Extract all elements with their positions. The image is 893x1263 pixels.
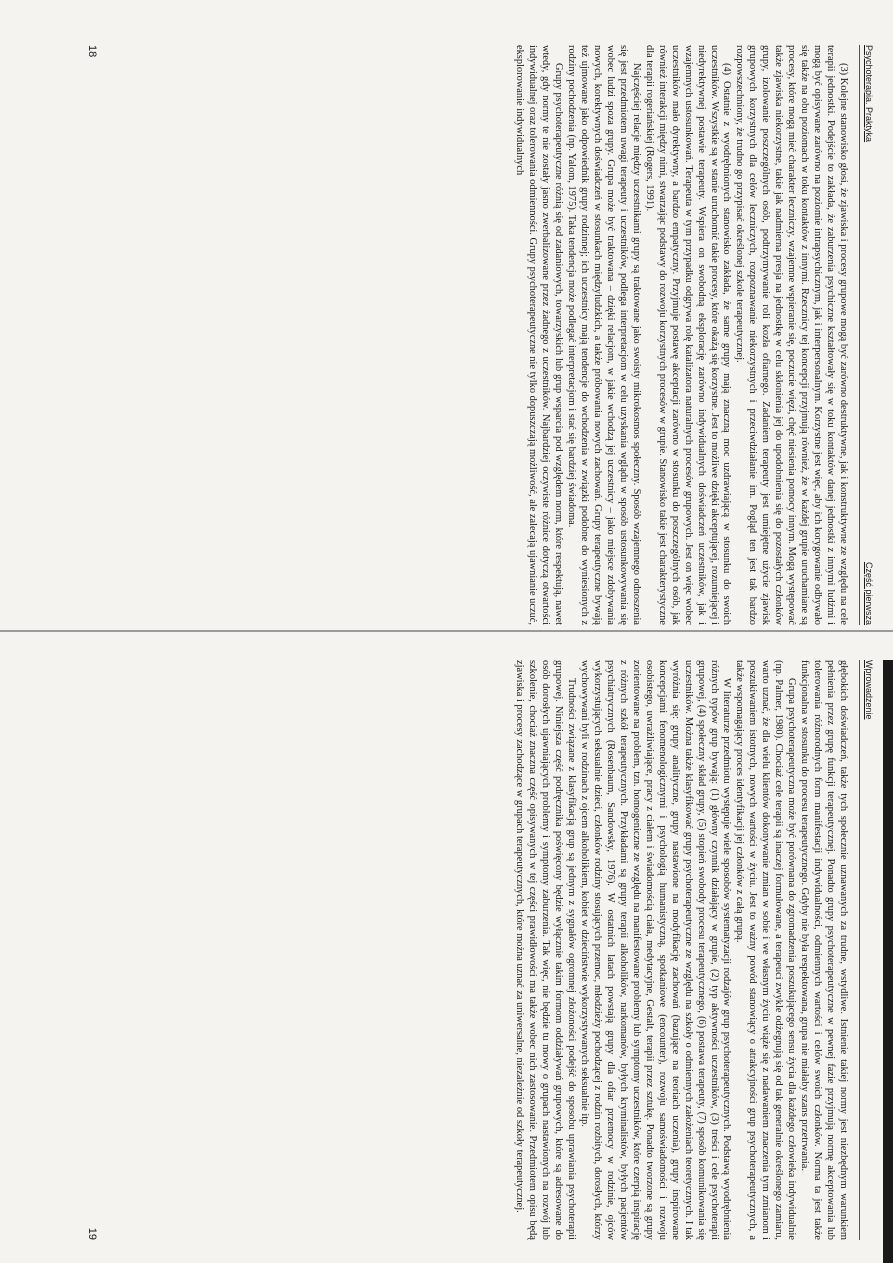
scan-edge	[883, 660, 893, 1263]
paragraph: W literaturze przedmiotu występuje wiele sposobów systematyzacji rodzajów grup psychoterapeutycznych. Podstawą wyodrębnienia różnych typów grup bywają: (1) główny czynnik działający w grupie, (2) typ aktywności uczestników, (3) treści i cele psychoterapii grupowej, (4) społeczny skład grupy, (5) stopień swobody procesu terapeutycznego, (6) postawa terapeuty, (7) sposób komunikowania się uczestników. Można także klasyfikować grupy psychoterapeutyczne ze względu na szkoły o odmiennych założeniach teoretycznych. I tak wyróżnia się: grupy analityczne, grupy nastawione na modyfikację zachowań (bazujące na teoriach uczenia), grupy inspirowane koncepcjami fenomenologicznymi i psychologią humanistyczną, spotkaniowe (encounter), rozwoju samoświadomości i rozwoju osobistego, uwrażliwiające, pracy z ciałem i świadomością ciała, medytacyjne, Gestalt, terapii przez sztukę. Ponadto tworzone są grupy zorientowane na problem, tzn. homogeniczne ze względu na manifestowane problemy lub symptomy uczestników, które czerpią inspirację z różnych szkół terapeutycznych. Przykładami są grupy terapii alkoholików, narkomanów, byłych kryminalistów, byłych pacjentów psychiatrycznych (Rosenbaum, Sandowsky, 1976). W ostatnich latach powstają grupy dla ofiar przemocy w rodzinie, ojców wykorzystujących seksualnie dzieci, członków rodziny stosujących przemoc, młodzieży pochodzącej z rodzin rozbitych, dorosłych, którzy wychowywani byli w rodzinach z ojcem alkoholikiem, kobiet w dzieciństwie wykorzystywanych seksualnie itp.	[578, 660, 733, 1240]
page-header	[859, 660, 875, 1240]
page-header	[859, 45, 875, 625]
page-18	[85, 45, 875, 625]
page-19	[85, 660, 875, 1240]
paragraph: Grupa psychoterapeutyczna może być porównana do zgromadzenia poszukującego sensu życia dla każdego człowieka indywidualnie (np. Palmer, 1980). Chociaż cele terapii są inaczej formułowane, a terapeuci zwykle odżegnują się od tak generalnie określonego zamiaru, warto uznać, że dla wielu klientów dokonywanie zmian w sobie i we własnym życiu wiąże się z nadawaniem znaczenia tym zmianom i poszukiwaniem istotnych, nowych wartości w życiu. Jest to ważny powód stanowiący o atrakcyjności grup psychoterapeutycznych, a także wspomagający proces identyfikacji jej członków z całą grupą.	[734, 660, 798, 1240]
paragraph: (3) Kolejne stanowisko głosi, że zjawiska i procesy grupowe mogą być zarówno destruktywne, jak i konstruktywne ze względu na cele terapii jednostki. Podejście to zakłada, że zaburzenia psychiczne kształtowały się w toku kontaktów danej jednostki z innymi ludźmi i mogą być opisywane zarówno na poziomie intrapsychicznym, jak i interpersonalnym. Korzystne jest więc, aby ich korygowanie odbywało się także na obu poziomach w toku kontaktów z innymi. Rzecznicy tej koncepcji przyjmują również, że w każdej grupie uruchamiane są procesy, które mogą mieć charakter leczniczy, wzajemne wspieranie się, poczucie więzi, chęć niesienia pomocy innym. Mogą występować także zjawiska niekorzystne, takie jak nadmierna presja na jednostkę w celu skłonienia jej do upodobnienia się do pozostałych członków grupy, izolowanie poszczególnych osób, podtrzymywanie roli kozła ofiarnego. Zadaniem terapeuty jest umiejętne użycie zjawisk grupowych korzystnych dla celów leczniczych, rozpoznawanie niekorzystnych i przeciwdziałanie im. Pogląd ten jest tak bardzo rozpowszechniony, że trudno go przypisać określonej szkole terapeutycznej.	[734, 45, 850, 625]
paragraph: Grupy psychoterapeutyczne różnią się od zadaniowych, towarzyskich lub grup wsparcia pod względem norm, które respektują, nawet wtedy, gdy normy te nie zostały jasno zwerbalizowane przez żadnego z uczestników. Najbardziej oczywiste różnice dotyczą otwartości indywidualnej oraz tolerowania odmienności. Grupy psychoterapeutyczne nie tylko dopuszczają możliwość, ale zalecają ujawnianie uczuć, eksplorowanie indywidualnych	[514, 45, 565, 625]
paragraph: (4) Ostatnie z wyodrębnionych stanowisko zakłada, że same grupy mają znaczną moc uzdrawiającą w stosunku do swoich uczestników. Wszystkie są w stanie uruchomić takie procesy, które okażą się korzystne. Jest to możliwe dzięki akceptującej, rozumiejącej i niedyrektywnej postawie terapeuty. Wspiera on swobodną eksplorację zarówno indywidualnych doświadczeń uczestników, jak i wzajemnych ustosunkowań. Terapeuta w tym przypadku odgrywa rolę katalizatora naturalnych procesów grupowych. Jest on więc wobec uczestników mało dyrektywny, a bardzo empatyczny. Przyjmuje postawę akceptacji zarówno w stosunku do poszczególnych osób, jak również interakcji między nimi, stwarzając podstawy do rozwoju korzystnych procesów w grupie. Stanowisko takie jest charakterystyczne dla terapii rogeriańskiej (Rogers, 1991).	[643, 45, 733, 625]
page-number: 18	[85, 45, 98, 58]
paragraph: głębokich doświadczeń, także tych społecznie uznawanych za trudne, wstydliwe. Istnienie takiej normy jest niezbędnym warunkiem pełnienia przez grupę funkcji terapeutycznej. Ponadto grupy psychoterapeutyczne w pewnej fazie przyjmują normę akceptowania lub tolerowania różnorodnych form manifestacji indywidualności, odmiennych wartości i celów swoich członków. Norma ta jest także funkcjonalna w stosunku do procesu terapeutycznego. Gdyby nie była respektowana, grupa nie miałaby szans przetrwania.	[799, 660, 850, 1240]
page-body	[109, 660, 849, 1240]
page-divider	[0, 630, 893, 632]
running-head-left: Psychoterapia. Praktyka	[864, 45, 874, 143]
page-body	[109, 45, 849, 625]
paragraph: Trudności związane z klasyfikacją grup są jednym z sygnałów ogromnej złożoności podejść do sposobu uprawiania psychoterapii grupowej. Niniejsza część podręcznika poświęcony będzie wyłącznie takim formom oddziaływań grupowych, które są adresowane do osób dorosłych ujawniających problemy i symptomy zaburzenia. Tak więc, nie będzie tu mowy o grupach nastawionych na rozwój lub szkolenie, chociaż znaczna część opisywanych w tej części prawidłowości ma także wobec nich zastosowanie. Przedmiotem opisu będą zjawiska i procesy zachodzące w grupach terapeutycznych, które można uznać za uniwersalne, niezależnie od szkoły terapeutycznej.	[514, 660, 578, 1240]
running-head-left: Wprowadzenie	[864, 660, 874, 720]
paragraph: Najczęściej relacje między uczestnikami grupy są traktowane jako swoisty mikrokosmos społeczny. Sposób wzajemnego odnoszenia się jest przedmiotem uwagi terapeuty i uczestników, podlega interpretacjom w celu uzyskania wglądu w sposób ustosunkowywania się wobec ludzi spoza grupy. Grupa może być traktowana – dzięki relacjom, w jakie wchodzą jej uczestnicy – jako miejsce zdobywania nowych, korektywnych doświadczeń w stosunkach międzyludzkich, a także próbowania nowych zachowań. Grupy terapeutyczne bywają też ujmowane jako odpowiednik grupy rodzinnej; ich uczestnicy mają tendencje do wchodzenia w związki podobne do wyniesionych z rodziny pochodzenia (np. Yalom, 1975). Taka tendencja może podlegać interpretacjom i stać się bardziej świadoma.	[566, 45, 642, 625]
page-number: 19	[85, 1227, 98, 1240]
running-head-right: Część pierwsza	[864, 561, 874, 625]
